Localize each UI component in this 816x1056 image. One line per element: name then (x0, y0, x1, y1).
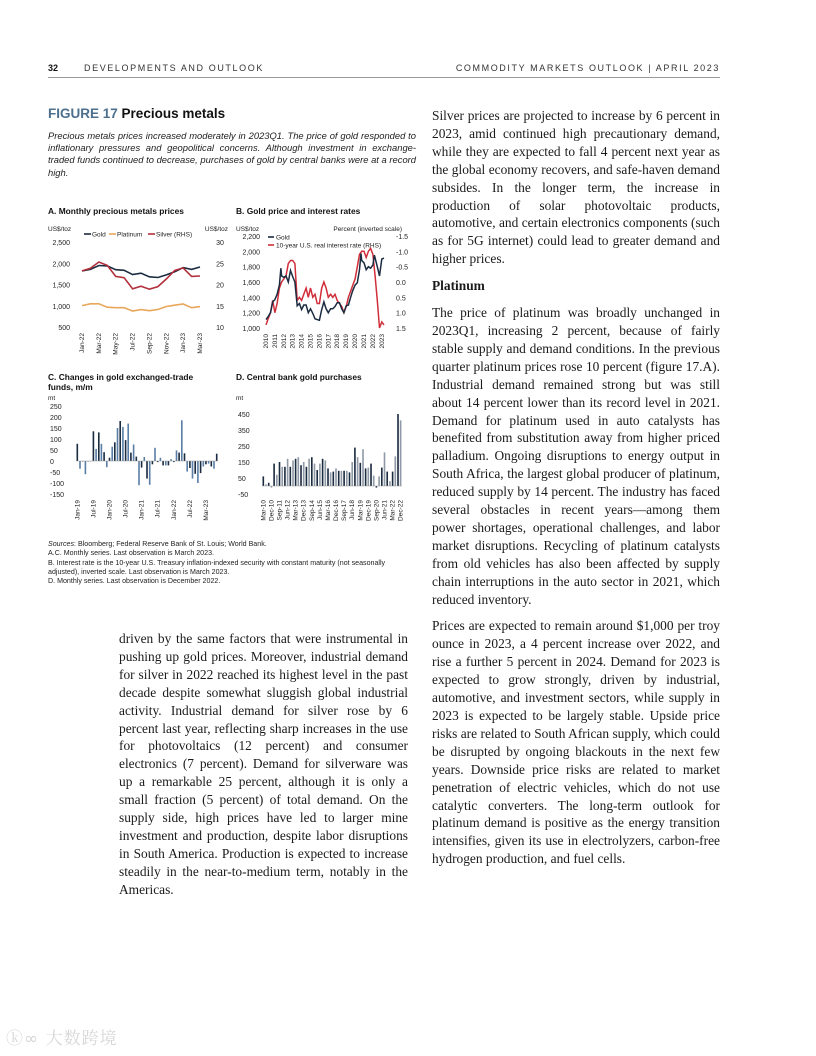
legend-label: Gold (92, 231, 106, 239)
x-tick-label: Jan-23 (180, 333, 188, 353)
bar (93, 431, 95, 461)
panel-a-title: A. Monthly precious metals prices (48, 206, 184, 216)
paragraph: The price of platinum was broadly unchanged in 2023Q1, increasing 2 percent, because of fairly stable supply and demand conditions. In the previous quarter platinum prices rose 10 percent (figure 17.A). Industrial demand remained strong but was still about 14 percent lower than its record level in 2021. Demand for platinum used in auto catalysts has benefited from substitution away from higher priced palladium. Ongoing disruptions to energy output in South Africa, the largest global producer of platinum, reduced supply by 14 percent. The industry has faced several obstacles in recent years—among them power shortages, operational challenges, and labor market disruptions. Recycling of platinum catalysts from old vehicles has also been affected by supply chain interruptions in the auto sector in 2021, which reduced inventory. (432, 305, 720, 607)
y-tick-right: 20 (216, 282, 224, 290)
chart-d (236, 396, 416, 536)
y-tick-right: 25 (216, 261, 224, 269)
bar (109, 458, 111, 461)
section-heading-platinum: Platinum (432, 278, 485, 294)
y-tick-left: 500 (58, 325, 70, 332)
x-tick-label: Jun-12 (284, 500, 292, 520)
note-ac: A.C. Monthly series. Last observation is March 2023. (48, 549, 214, 558)
x-tick-label: Jan-21 (138, 500, 146, 520)
panel-c (48, 372, 228, 537)
chart-b (236, 224, 416, 364)
figure-number: FIGURE 17 (48, 106, 118, 121)
bar (381, 468, 383, 486)
bar (181, 420, 183, 461)
series-line-real-interest-rate (266, 248, 384, 328)
bar (330, 472, 332, 486)
bar (165, 461, 167, 465)
y-tick: 200 (50, 415, 62, 422)
bar (319, 464, 321, 486)
y-axis-label-right: US$/toz (204, 226, 228, 233)
bar (392, 472, 394, 486)
y-tick: 0 (50, 459, 54, 466)
bar (197, 461, 199, 483)
legend-label: 10-year U.S. real interest rate (RHS) (276, 242, 382, 250)
legend-label: Silver (RHS) (156, 231, 193, 239)
bar (335, 468, 337, 486)
bar (397, 414, 399, 486)
bar (263, 476, 265, 486)
panel-c-title: C. Changes in gold exchanged-trade funds, m/m (48, 372, 194, 392)
y-axis-label: mt (48, 395, 56, 402)
panel-d (236, 372, 416, 537)
bar (400, 420, 402, 486)
y-tick: 250 (50, 404, 62, 411)
y-tick-left: 2,200 (242, 234, 260, 241)
y-tick: 150 (50, 426, 62, 433)
bar (154, 448, 156, 461)
x-tick-label: Mar-23 (202, 500, 210, 521)
section-title: DEVELOPMENTS AND OUTLOOK (84, 63, 264, 73)
right-column (432, 107, 720, 877)
bar (170, 459, 172, 461)
bar (316, 470, 318, 486)
bar (144, 457, 146, 461)
bar (284, 467, 286, 486)
y-axis-label: mt (236, 395, 244, 402)
sources-text: : Bloomberg; Federal Reserve Bank of St. Louis; World Bank. (74, 540, 267, 548)
bar (119, 421, 121, 461)
left-column (119, 630, 408, 908)
x-tick-label: Mar-16 (324, 500, 332, 521)
bar (373, 476, 375, 486)
x-tick-label: 2015 (307, 334, 315, 349)
y-tick: -50 (50, 470, 61, 477)
bar (360, 463, 362, 486)
bar (117, 428, 119, 461)
bar (292, 460, 294, 486)
bar (279, 462, 281, 486)
y-tick: -150 (50, 492, 65, 499)
note-b: B. Interest rate is the 10-year U.S. Treasury inflation-indexed security with constant maturity (not seasonally adjusted), inverted scale. Last observation is March 2023. (48, 558, 386, 576)
y-tick-right: -1.0 (396, 249, 409, 257)
bar (389, 481, 391, 486)
bar (95, 449, 97, 461)
x-tick-label: 2017 (325, 334, 333, 349)
y-tick: 100 (50, 437, 62, 444)
bar (322, 459, 324, 486)
bar (184, 453, 186, 461)
bar (300, 465, 302, 486)
bar (365, 468, 367, 486)
bar (338, 471, 340, 486)
x-tick-label: Sep-11 (276, 500, 284, 521)
x-tick-label: Sep-22 (146, 333, 154, 354)
bar (111, 447, 113, 461)
bar (306, 467, 308, 486)
y-tick: 150 (238, 460, 250, 467)
bar (178, 453, 180, 461)
bar (101, 444, 103, 461)
bar (160, 458, 162, 461)
y-tick-left: 2,000 (242, 249, 260, 257)
panel-b (236, 206, 416, 356)
y-tick-left: 1,000 (52, 303, 70, 311)
bar (192, 461, 194, 479)
x-tick-label: Jul-21 (154, 500, 162, 518)
y-tick-right: 1.0 (396, 310, 406, 318)
y-tick-right: 1.5 (396, 326, 406, 333)
y-tick-right: 30 (216, 240, 224, 247)
bar (311, 457, 313, 486)
paragraph: Prices are expected to remain around $1,000 per troy ounce in 2023, a 4 percent increase over 2022, and rise a further 5 percent in 2024. Demand for 2023 is expected to grow strongly, driven by industrial, automotive, and investment sectors, while supply in 2023 is expected to be largely stable. Upside price risks are related to South African supply, which could be disrupted by ongoing blackouts in the next few years. Downside price risks are related to market penetration of electric vehicles, which do not use catalytic converters. The long-term outlook for platinum demand is positive as the energy transition intensifies, given its use in electrolyzers, carbon-free hydrogen production, and fuel cells. (432, 618, 720, 867)
y-tick-right: 0.5 (396, 295, 406, 303)
x-tick-label: Dec-22 (397, 500, 405, 521)
paragraph: driven by the same factors that were instrumental in pushing up gold prices. Moreover, industrial demand for silver in 2022 reached its highest level in the past decade despite somewhat sluggish global industrial activity. Industrial demand for silver rose by 6 percent last year, reflecting sharp increases in the use for photovoltaics (12 percent) and consumer electronics (7 percent). Demand for silverware was up a remarkable 25 percent, although it is only a small fraction (5 percent) of total demand. On the supply side, high prices have led to larger mine investment and production, despite labor disruptions in South America. Production is expected to increase steadily in the near-to-medium term, notably in the Americas. (119, 631, 408, 897)
bar (325, 460, 327, 486)
bar (168, 461, 170, 465)
x-tick-label: Sep-17 (341, 500, 349, 521)
x-tick-label: Sep-14 (308, 500, 316, 521)
bar (85, 461, 87, 474)
bar (357, 457, 359, 486)
bar (384, 452, 386, 486)
bar (303, 462, 305, 486)
y-axis-label-left: US$/toz (48, 226, 72, 233)
bar (216, 454, 218, 461)
sources-label: Sources (48, 540, 75, 548)
x-tick-label: Jun-18 (349, 500, 357, 520)
figure-notes (48, 540, 418, 586)
bar (362, 449, 364, 486)
y-tick: 250 (238, 444, 250, 451)
bar (268, 483, 270, 486)
bar (98, 432, 100, 461)
x-tick-label: 2023 (378, 334, 386, 349)
x-tick-label: Jun-21 (381, 500, 389, 520)
y-axis-label-right: Percent (inverted scale) (333, 226, 402, 233)
x-tick-label: Jan-22 (79, 333, 86, 353)
bar (141, 461, 143, 468)
series-line-platinum (82, 304, 200, 311)
y-tick: 50 (50, 448, 58, 455)
figure-17 (48, 106, 416, 179)
x-tick-label: Mar-23 (197, 333, 204, 354)
x-tick-label: Dec-19 (365, 500, 373, 521)
bar (395, 456, 397, 486)
x-tick-label: 2021 (360, 334, 368, 349)
x-tick-label: Mar-19 (357, 500, 365, 521)
x-tick-label: Jan-19 (74, 500, 82, 520)
y-tick-right: 10 (216, 325, 224, 332)
x-tick-label: Mar-22 (389, 500, 397, 521)
note-d: D. Monthly series. Last observation is December 2022. (48, 577, 221, 586)
y-tick-left: 1,800 (242, 264, 260, 272)
bar (146, 461, 148, 479)
running-header (48, 62, 720, 78)
bar (211, 461, 213, 467)
bar (125, 440, 127, 461)
bar (273, 464, 275, 486)
x-tick-label: 2018 (334, 334, 342, 349)
x-tick-label: Jul-22 (129, 333, 137, 351)
bar (138, 461, 140, 485)
bar (287, 459, 289, 486)
x-tick-label: Mar-13 (292, 500, 300, 521)
x-tick-label: Nov-22 (163, 333, 171, 354)
y-tick-left: 1,400 (242, 295, 260, 303)
legend-label: Gold (276, 234, 290, 242)
publication-title: COMMODITY MARKETS OUTLOOK | APRIL 2023 (455, 63, 720, 73)
y-tick: 450 (238, 412, 250, 419)
bar (351, 462, 353, 486)
chart-c (48, 396, 228, 536)
y-tick-right: -0.5 (396, 264, 409, 272)
panel-d-title: D. Central bank gold purchases (236, 372, 362, 382)
x-tick-label: 2019 (343, 334, 351, 349)
x-tick-label: Dec-16 (333, 500, 341, 521)
y-axis-label-left: US$/toz (236, 226, 260, 233)
bar (133, 445, 135, 462)
y-tick: 350 (238, 428, 250, 435)
bar (79, 461, 81, 469)
bar (200, 461, 202, 473)
bar (152, 461, 154, 464)
bar (386, 472, 388, 486)
y-tick-left: 1,000 (242, 326, 260, 333)
x-tick-label: 2016 (316, 334, 324, 349)
x-tick-label: 2011 (271, 334, 279, 348)
bar (194, 461, 196, 474)
bar (327, 468, 329, 486)
bar (314, 464, 316, 486)
bar (106, 461, 108, 467)
x-tick-label: Jun-15 (316, 500, 324, 520)
bar (343, 471, 345, 486)
watermark-logo-icon: ⓚ∞ (6, 1029, 40, 1049)
y-tick-right: -1.5 (396, 234, 409, 241)
x-tick-label: 2010 (263, 334, 270, 349)
bar (127, 424, 129, 461)
bar (208, 461, 210, 464)
y-tick: -100 (50, 481, 65, 488)
bar (368, 468, 370, 486)
bar (162, 461, 164, 465)
y-tick-left: 2,000 (52, 261, 70, 269)
y-tick-right: 0.0 (396, 280, 406, 287)
bar (308, 459, 310, 486)
bar (333, 472, 335, 486)
x-tick-label: Sep-20 (373, 500, 381, 521)
bar (186, 461, 188, 472)
y-tick-left: 1,500 (52, 282, 70, 290)
x-tick-label: Jan-20 (106, 500, 114, 520)
bar (203, 461, 205, 467)
series-line-gold (82, 266, 200, 278)
bar (149, 461, 151, 485)
bar (341, 471, 343, 486)
chart-a (48, 224, 228, 364)
bar (122, 427, 124, 461)
bar (281, 467, 283, 486)
bar (378, 476, 380, 486)
x-tick-label: Dec-13 (300, 500, 308, 521)
x-tick-label: May-22 (112, 333, 120, 355)
x-tick-label: Jul-20 (122, 500, 130, 518)
x-tick-label: Mar-10 (260, 500, 268, 521)
x-tick-label: Jul-19 (90, 500, 98, 518)
bar (370, 464, 372, 486)
x-tick-label: 2022 (369, 334, 377, 349)
bar (354, 448, 356, 486)
legend-label: Platinum (117, 231, 143, 239)
sources-note (48, 540, 418, 549)
bar (114, 442, 116, 461)
bar (205, 461, 207, 464)
bar (346, 471, 348, 486)
y-tick-left: 2,500 (52, 240, 70, 247)
x-tick-label: 2012 (280, 334, 288, 349)
paragraph: Silver prices are projected to increase by 6 percent in 2023, amid continued high precautionary demand, while they are expected to fall 4 percent next year as the global economy recovers, and safe-haven demand subsides. In the longer term, the increase in production of solar photovoltaic products, automotive, and certain electronics components (such as for 5G internet) could lead to greater demand and higher prices. (432, 108, 720, 267)
bar (298, 457, 300, 486)
bar (213, 461, 215, 469)
x-tick-label: Jan-22 (170, 500, 178, 520)
bar (77, 444, 79, 461)
figure-caption: Precious metals prices increased moderately in 2023Q1. The price of gold responded to inflationary pressures and geopolitical concerns. Although investment in exchange-traded funds continued to decrease, purchases of gold by central banks were at a record high. (48, 130, 416, 178)
bar (349, 472, 351, 486)
x-tick-label: 2013 (289, 334, 297, 349)
y-tick-right: 15 (216, 303, 224, 311)
bar (103, 452, 105, 461)
bar (276, 475, 278, 486)
y-tick: -50 (238, 492, 249, 499)
watermark (6, 1024, 118, 1049)
x-tick-label: Mar-22 (95, 333, 103, 354)
panel-b-title: B. Gold price and interest rates (236, 206, 361, 216)
watermark-text: 大数跨境 (45, 1029, 118, 1049)
bar (295, 459, 297, 486)
y-tick-left: 1,600 (242, 280, 260, 287)
figure-title-text: Precious metals (121, 106, 226, 121)
bar (136, 457, 138, 461)
bar (290, 467, 292, 486)
y-tick-left: 1,200 (242, 310, 260, 318)
bar (189, 461, 191, 468)
x-tick-label: 2014 (298, 334, 306, 349)
page-number: 32 (48, 63, 59, 73)
x-tick-label: Dec-10 (268, 500, 276, 521)
figure-title (48, 106, 416, 121)
bar (176, 450, 178, 461)
y-tick: 50 (238, 476, 246, 483)
panel-a (48, 206, 228, 356)
bar (130, 453, 132, 461)
x-tick-label: 2020 (352, 334, 360, 349)
x-tick-label: Jul-22 (186, 500, 194, 518)
